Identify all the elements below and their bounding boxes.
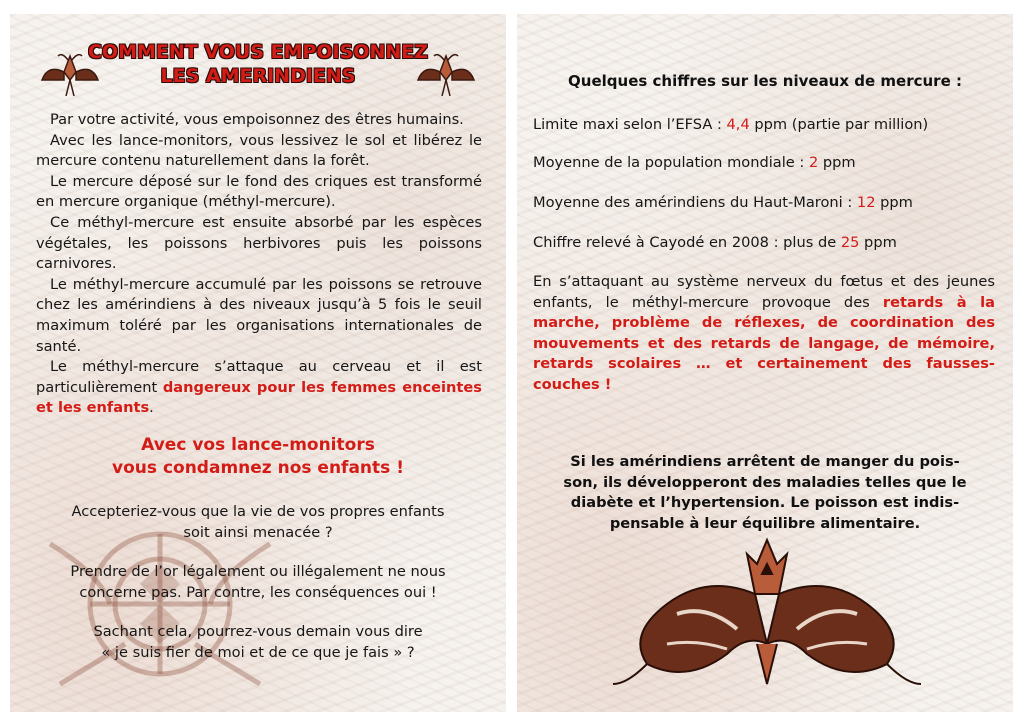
paragraph: Ce méthyl-mercure est ensuite absorbé par les espèces végétales, les poissons herbivores puis les poissons carnivores. <box>36 213 482 273</box>
conclusion-line: pensable à leur équilibre alimentaire. <box>609 514 921 532</box>
closing-line: « je suis fier de moi et de ce que je fais » ? <box>101 643 415 661</box>
gold-line: concerne pas. Par contre, les conséquences oui ! <box>79 583 437 601</box>
conclusion-line: diabète et l’hypertension. Le poisson est indis- <box>570 494 960 512</box>
figure-value: 25 <box>840 234 860 251</box>
title-line: COMMENT VOUS EMPOISONNEZ <box>87 41 429 63</box>
gold-statement <box>30 562 486 603</box>
amerindian-serpent-motif-icon <box>607 534 927 704</box>
danger-highlight: dangereux pour les femmes enceintes et les enfants <box>36 378 482 417</box>
question-line: soit ainsi menacée ? <box>183 523 333 541</box>
slogan-line: Avec vos lance-monitors <box>141 435 375 455</box>
left-page <box>10 14 506 712</box>
slogan-line: vous condamnez nos enfants ! <box>112 458 404 478</box>
conclusion <box>545 452 985 534</box>
paragraph: Le méthyl-mercure accumulé par les poissons se retrouve chez les amérindiens à des niveaux jusqu’à 5 fois le seuil maximum toléré par les organisations internationales de santé. <box>36 275 482 355</box>
paragraph-text: Le méthyl-mercure s’attaque au cerveau et il est particulièrement <box>36 358 482 396</box>
slogan <box>10 434 506 480</box>
figure-label: Moyenne des amérindiens du Haut-Maroni : <box>533 194 857 211</box>
page-title <box>10 40 506 88</box>
figure-line <box>533 154 1003 171</box>
figure-suffix: ppm <box>859 234 897 251</box>
gold-line: Prendre de l’or légalement ou illégalement ne nous <box>70 563 446 580</box>
effects-paragraph <box>533 272 995 396</box>
figure-label: Chiffre relevé à Cayodé en 2008 : plus de <box>533 234 841 251</box>
right-page <box>517 14 1013 712</box>
figure-line <box>533 234 1003 251</box>
figures-heading: Quelques chiffres sur les niveaux de mercure : <box>568 72 962 90</box>
paragraph <box>36 357 482 419</box>
paragraph: Avec les lance-monitors, vous lessivez le sol et libérez le mercure contenu naturellement dans la forêt. <box>36 131 482 170</box>
effects-intro: En s’attaquant au système nerveux du fœtus et des jeunes enfants, le méthyl-mercure provoque des <box>533 273 995 311</box>
figure-line <box>533 116 1003 133</box>
question <box>30 502 486 543</box>
figure-label: Limite maxi selon l’EFSA : <box>533 116 727 133</box>
conclusion-line: Si les amérindiens arrêtent de manger du pois- <box>570 453 960 470</box>
question-line: Accepteriez-vous que la vie de vos propres enfants <box>71 503 445 520</box>
figure-suffix: ppm <box>818 154 856 171</box>
conclusion-line: son, ils développeront des maladies telles que le <box>563 473 967 491</box>
figure-value: 2 <box>808 154 819 171</box>
body-text <box>36 110 482 419</box>
figure-value: 4,4 <box>726 116 750 133</box>
figure-suffix: ppm (partie par million) <box>749 116 929 133</box>
figure-line <box>533 194 1003 211</box>
paragraph-end: . <box>149 399 154 417</box>
closing-line: Sachant cela, pourrez-vous demain vous dire <box>93 623 423 640</box>
figure-label: Moyenne de la population mondiale : <box>533 154 809 171</box>
paragraph: Par votre activité, vous empoisonnez des êtres humains. <box>50 111 464 128</box>
figure-value: 12 <box>856 194 876 211</box>
effects-highlight: retards à la marche, problème de réflexes, de coordination des mouvements et des retards de langage, de mémoire, retards scolaires … et certainement des fausses-couches ! <box>533 293 996 393</box>
closing-question <box>30 622 486 663</box>
title-line: LES AMERINDIENS <box>160 65 356 87</box>
figure-suffix: ppm <box>875 194 913 211</box>
paragraph: Le mercure déposé sur le fond des criques est transformé en mercure organique (méthyl-mercure). <box>36 172 482 211</box>
